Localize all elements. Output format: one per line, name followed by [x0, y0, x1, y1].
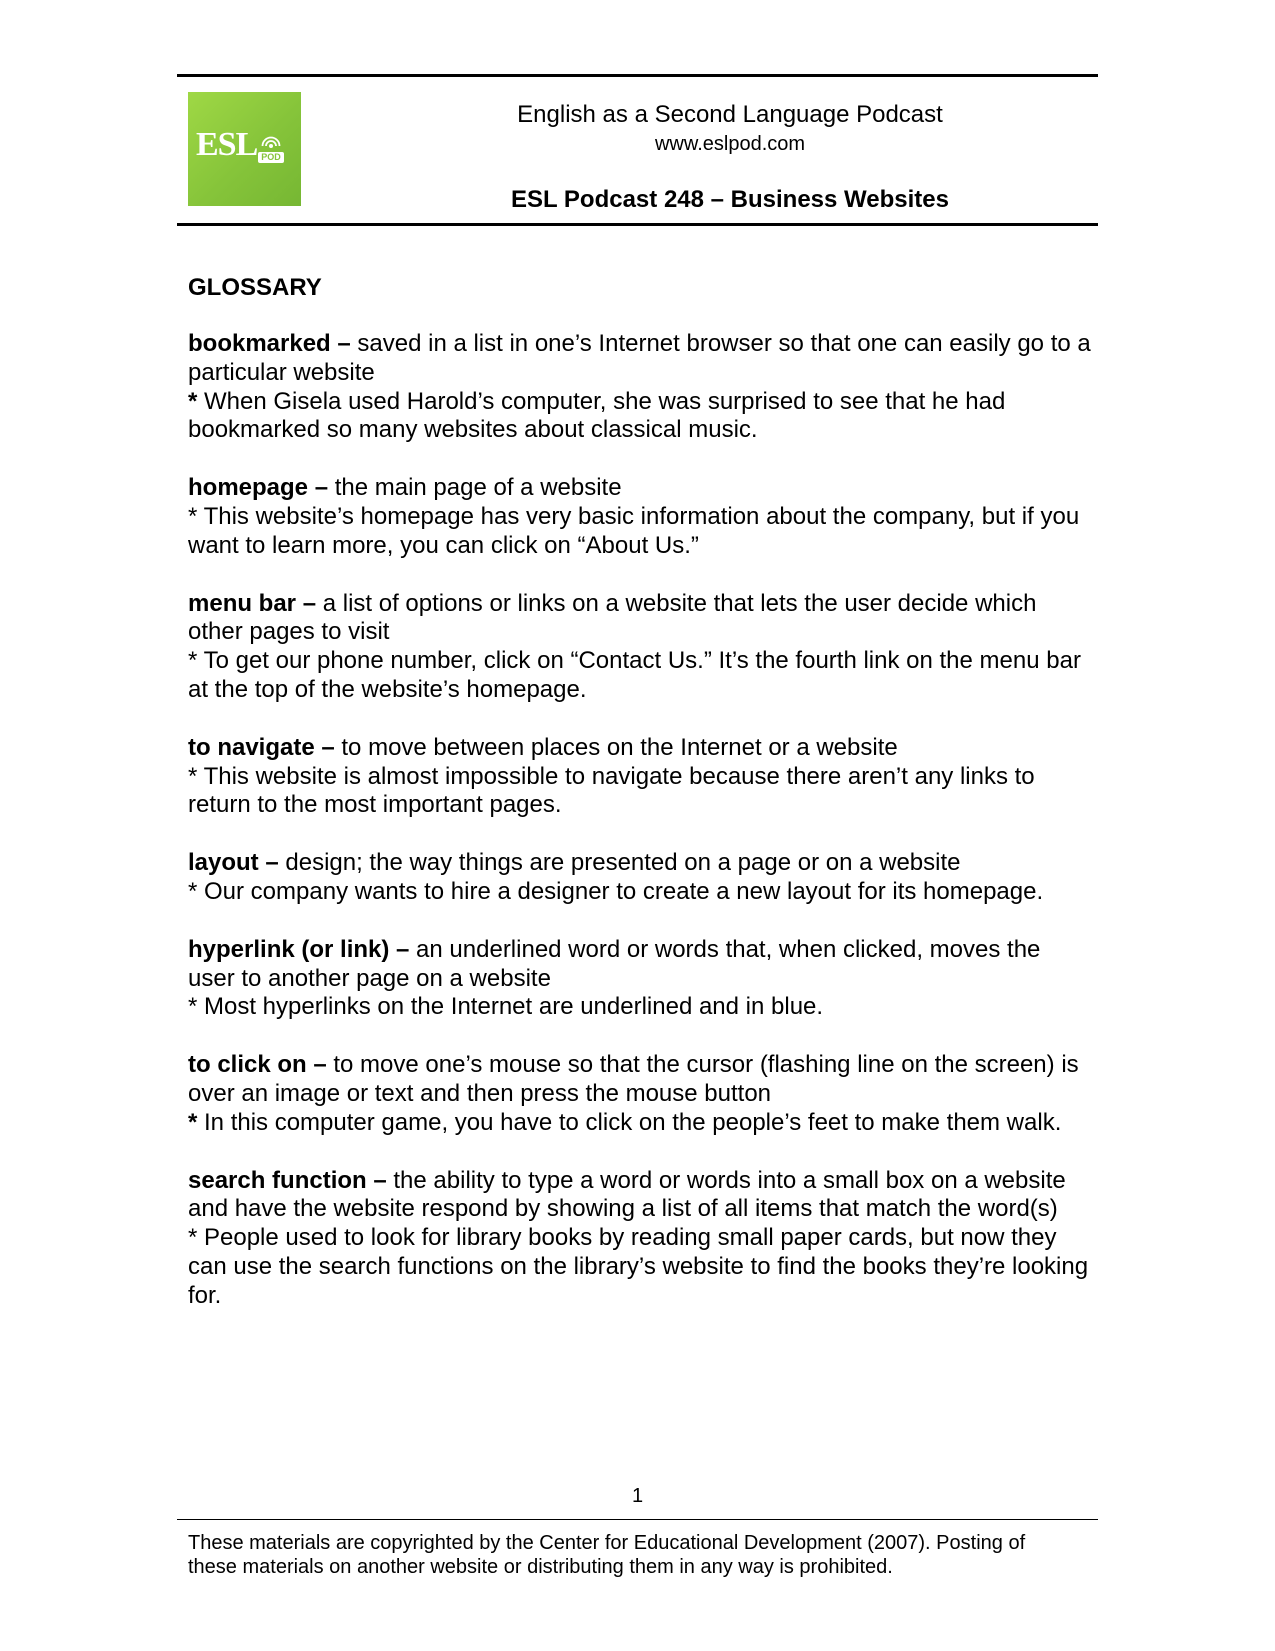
entry-term: to navigate – [188, 733, 335, 761]
eslpod-logo [188, 92, 301, 206]
entry-term: menu bar – [188, 589, 317, 617]
entry-term: to click on – [188, 1051, 327, 1079]
episode-title: ESL Podcast 248 – Business Websites [511, 186, 949, 213]
entry-term: search function – [188, 1166, 387, 1194]
copyright-footer [188, 1531, 1088, 1579]
entry-term: bookmarked – [188, 330, 351, 357]
entry-example: * This website’s homepage has very basic information about the company, but if you want to learn more, you can click on “About Us.” [188, 502, 1080, 559]
entry-definition-line [188, 734, 1093, 763]
entry-definition: the main page of a website [328, 474, 622, 502]
glossary-entry [188, 1051, 1093, 1137]
podcast-title: English as a Second Language Podcast [517, 101, 943, 128]
entry-definition-line [188, 936, 1093, 994]
entry-example-mark: * [188, 1108, 198, 1136]
entry-definition: an underlined word or words that, when clicked, moves the user to another page on a website [188, 935, 1041, 992]
header-bottom-rule [177, 223, 1098, 226]
page-number: 1 [631, 1485, 644, 1507]
entry-example-line [188, 878, 1093, 907]
glossary-heading: GLOSSARY [188, 274, 322, 301]
glossary-entry [188, 734, 1093, 820]
entry-example-line [188, 1109, 1093, 1138]
entry-example: * Our company wants to hire a designer to create a new layout for its homepage. [188, 877, 1044, 905]
glossary-entry [188, 474, 1093, 560]
glossary-entry [188, 590, 1093, 705]
entry-definition-line [188, 330, 1093, 388]
entry-definition: a list of options or links on a website that lets the user decide which other pages to visit [188, 589, 1037, 646]
entry-example-line [188, 647, 1093, 705]
entry-example: In this computer game, you have to click on the people’s feet to make them walk. [197, 1108, 1062, 1136]
entry-definition-line [188, 1167, 1093, 1225]
entry-term: hyperlink (or link) – [188, 935, 410, 963]
entry-example-line [188, 503, 1093, 561]
entry-example-line [188, 388, 1093, 446]
glossary-entry [188, 330, 1093, 445]
entry-example-line [188, 763, 1093, 821]
glossary-entry [188, 936, 1093, 1022]
logo-pod-label: POD [258, 152, 284, 163]
entry-example: When Gisela used Harold’s computer, she was surprised to see that he had bookmarked so many websites about classical music. [188, 387, 1006, 444]
entry-example-mark: * [188, 387, 198, 415]
podcast-url: www.eslpod.com [654, 133, 806, 155]
footer-line-2: these materials on another website or distributing them in any way is prohibited. [188, 1556, 893, 1578]
entry-term: homepage – [188, 474, 329, 502]
footer-line-1: These materials are copyrighted by the Center for Educational Development (2007). Posting of [188, 1532, 1026, 1554]
glossary-entry [188, 849, 1093, 907]
footer-rule [177, 1519, 1098, 1520]
entry-example: * People used to look for library books by reading small paper cards, but now they can use the search functions on the library’s website to find the books they’re looking for. [188, 1224, 1089, 1309]
entry-definition: saved in a list in one’s Internet browser so that one can easily go to a particular website [188, 330, 1091, 386]
glossary-entry [188, 1167, 1093, 1311]
entry-term: layout – [188, 849, 279, 877]
entry-definition: to move between places on the Internet or a website [334, 733, 898, 761]
entry-definition: design; the way things are presented on a page or on a website [278, 849, 961, 877]
entry-definition: to move one’s mouse so that the cursor (flashing line on the screen) is over an image or text and then press the mouse button [188, 1051, 1079, 1107]
header-top-rule [177, 74, 1098, 77]
entry-definition: the ability to type a word or words into a small box on a website and have the website respond by showing a list of all items that match the word(s) [188, 1166, 1066, 1223]
entry-example-line [188, 993, 1093, 1022]
entry-example: * To get our phone number, click on “Contact Us.” It’s the fourth link on the menu bar at the top of the website’s homepage. [188, 647, 1081, 703]
entry-definition-line [188, 474, 1093, 503]
entry-example: * Most hyperlinks on the Internet are underlined and in blue. [188, 993, 824, 1021]
glossary-list [188, 330, 1093, 1340]
entry-example: * This website is almost impossible to navigate because there aren’t any links to return to the most important pages. [188, 762, 1035, 819]
logo-text: ESL [196, 126, 258, 163]
entry-example-line [188, 1224, 1093, 1310]
entry-definition-line [188, 590, 1093, 648]
entry-definition-line [188, 849, 1093, 878]
entry-definition-line [188, 1051, 1093, 1109]
